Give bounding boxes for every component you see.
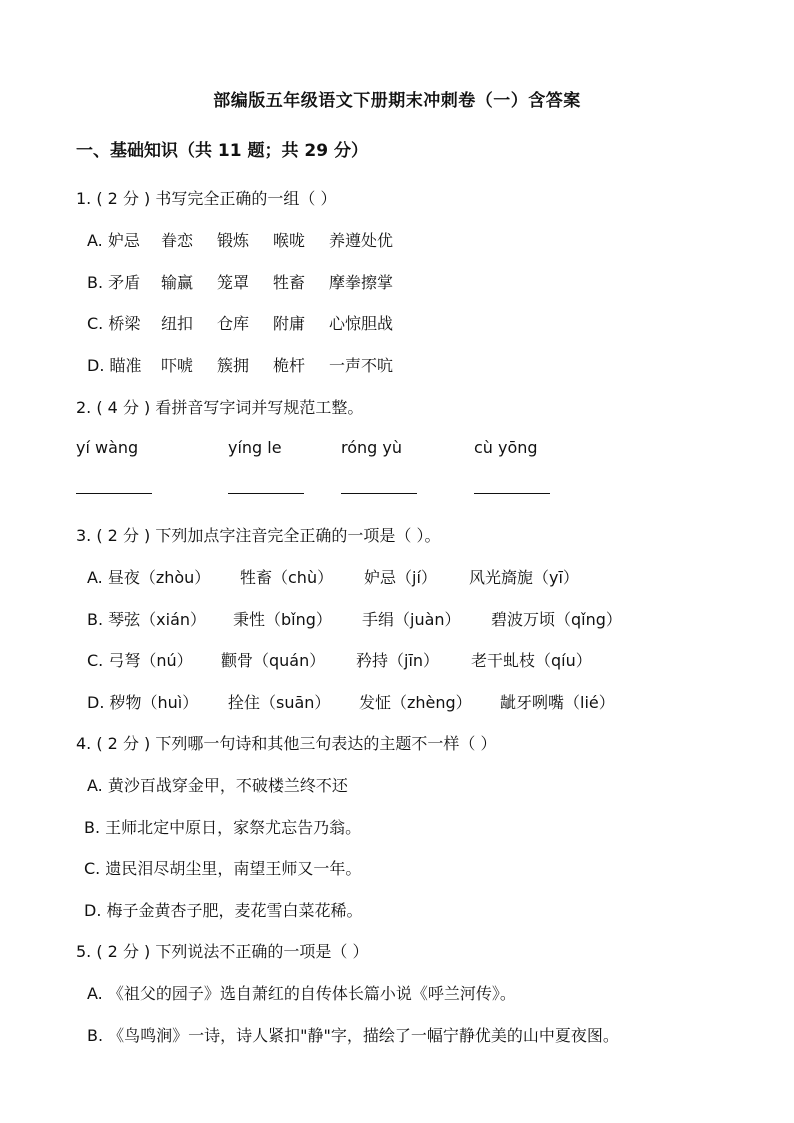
option-item: 秉性（bǐng）	[233, 610, 332, 629]
option-item: 碧波万顷（qǐng）	[491, 610, 622, 629]
option-item: 发怔（zhèng）	[359, 693, 472, 712]
option-word: 输赢	[161, 273, 194, 292]
option-word: 桅杆	[273, 356, 306, 375]
option-item: 颧骨（quán）	[221, 651, 326, 670]
option-item: 龇牙咧嘴（lié）	[500, 693, 615, 712]
page-title: 部编版五年级语文下册期末冲刺卷（一）含答案	[213, 91, 581, 111]
question-5-option-a: A. 《祖父的园子》选自萧红的自传体长篇小说《呼兰河传》。	[87, 984, 516, 1003]
option-item: 妒忌（jí）	[364, 568, 437, 587]
question-1-option-d	[87, 353, 393, 376]
option-label: B. 矛盾	[87, 273, 141, 292]
option-word: 附庸	[273, 314, 306, 333]
question-3-option-a	[87, 565, 579, 588]
option-word: 纽扣	[161, 314, 194, 333]
option-item: 牲畜（chù）	[240, 568, 334, 587]
question-3-option-d	[87, 690, 615, 713]
option-word: 笼罩	[217, 273, 250, 292]
pinyin-2: yíng le	[228, 438, 282, 457]
question-4-stem: 4. ( 2 分 ) 下列哪一句诗和其他三句表达的主题不一样（ ）	[76, 734, 497, 753]
option-label: C. 桥梁	[87, 314, 141, 333]
option-item: 风光旖旎（yī）	[469, 568, 579, 587]
option-item: C. 弓弩（nú）	[87, 651, 193, 670]
option-item: A. 昼夜（zhòu）	[87, 568, 211, 587]
option-word: 吓唬	[161, 356, 194, 375]
question-1-option-c	[87, 311, 393, 334]
question-5-option-b: B. 《鸟鸣涧》一诗，诗人紧扣"静"字，描绘了一幅宁静优美的山中夏夜图。	[87, 1026, 619, 1045]
option-word: 摩拳擦掌	[329, 273, 394, 292]
question-1-stem: 1. ( 2 分 ) 书写完全正确的一组（ ）	[76, 189, 337, 208]
question-1-option-b	[87, 270, 393, 293]
question-2-stem: 2. ( 4 分 ) 看拼音写字词并写规范工整。	[76, 398, 364, 417]
option-item: D. 秽物（huì）	[87, 693, 199, 712]
question-5-stem: 5. ( 2 分 ) 下列说法不正确的一项是（ ）	[76, 942, 369, 961]
question-1-option-a	[87, 228, 393, 251]
option-item: 老干虬枝（qíu）	[471, 651, 592, 670]
option-word: 锻炼	[217, 231, 250, 250]
question-3-option-c	[87, 648, 592, 671]
option-word: 簇拥	[217, 356, 250, 375]
answer-blank-1[interactable]	[76, 493, 152, 495]
question-4-option-b: B. 王师北定中原日，家祭尤忘告乃翁。	[84, 818, 362, 837]
option-item: 手绢（juàn）	[362, 610, 461, 629]
pinyin-3: róng yù	[341, 438, 403, 457]
option-label: A. 妒忌	[87, 231, 140, 250]
option-label: D. 瞄准	[87, 356, 142, 375]
question-4-option-d: D. 梅子金黄杏子肥，麦花雪白菜花稀。	[84, 901, 363, 920]
answer-blank-4[interactable]	[474, 493, 550, 495]
option-word: 眷恋	[161, 231, 194, 250]
question-4-option-c: C. 遗民泪尽胡尘里，南望王师又一年。	[84, 859, 362, 878]
option-item: 拴住（suān）	[228, 693, 331, 712]
answer-blank-2[interactable]	[228, 493, 304, 495]
option-word: 养遵处优	[329, 231, 394, 250]
option-word: 一声不吭	[329, 356, 394, 375]
pinyin-4: cù yōng	[474, 438, 538, 457]
option-word: 心惊胆战	[329, 314, 394, 333]
option-word: 仓库	[217, 314, 250, 333]
question-3-stem: 3. ( 2 分 ) 下列加点字注音完全正确的一项是（ ）。	[76, 526, 441, 545]
pinyin-1: yí wàng	[76, 438, 139, 457]
option-word: 喉咙	[273, 231, 306, 250]
section-heading: 一、基础知识（共 11 题；共 29 分）	[76, 141, 368, 161]
question-3-option-b	[87, 607, 622, 630]
option-item: B. 琴弦（xián）	[87, 610, 207, 629]
option-word: 牲畜	[273, 273, 306, 292]
option-item: 矜持（jīn）	[356, 651, 440, 670]
question-4-option-a: A. 黄沙百战穿金甲，不破楼兰终不还	[87, 776, 348, 795]
answer-blank-3[interactable]	[341, 493, 417, 495]
